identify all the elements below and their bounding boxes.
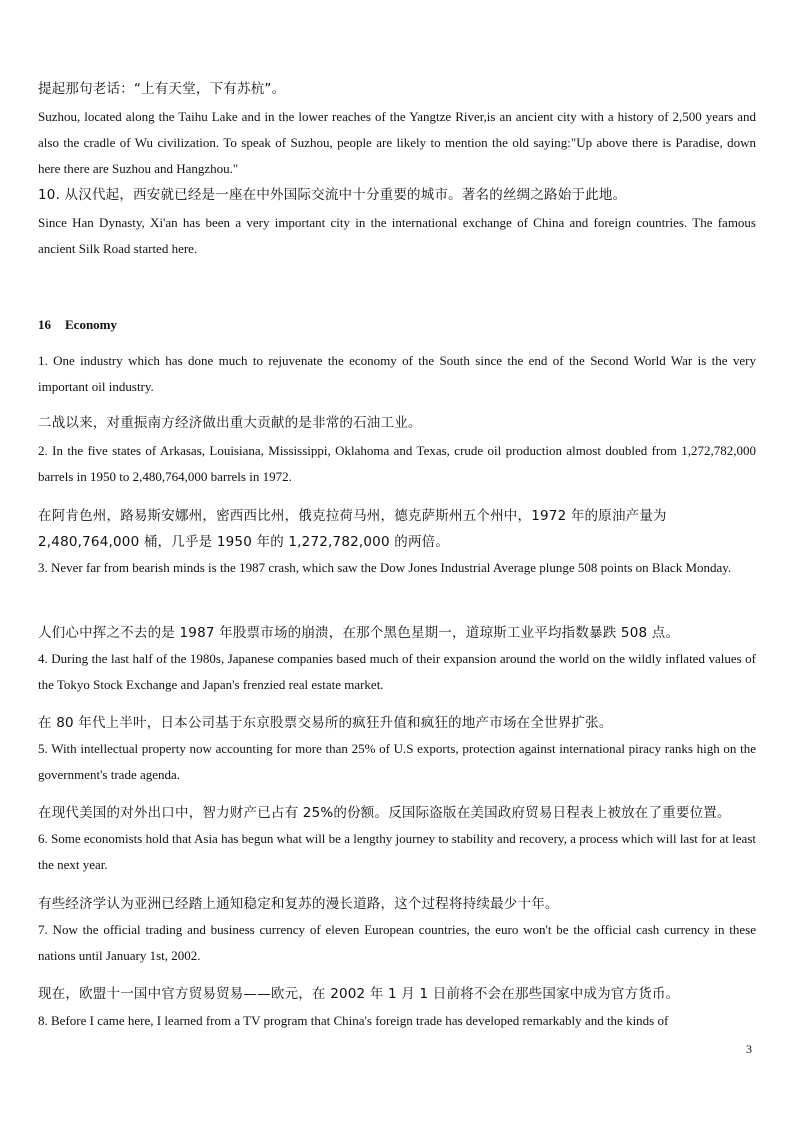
suzhou-paragraph-english: Suzhou, located along the Taihu Lake and in the lower reaches of the Yangtze River,is an ancient city with a history of 2,500 years and also the cradle of Wu civilization. To speak of Suzhou, people are likely to mention the old saying:"Up above there is Paradise, down here there are Suzhou and Hangzhou." <box>38 109 756 176</box>
item-7-english: 7. Now the official trading and business currency of eleven European countries, the euro won't be the official cash currency in these nations until January 1st, 2002. <box>38 922 756 963</box>
item-3-chinese: 人们心中挥之不去的是 1987 年股票市场的崩溃，在那个黑色星期一，道琼斯工业平均指数暴跌 508 点。 <box>38 625 680 641</box>
item-5-english: 5. With intellectual property now accounting for more than 25% of U.S exports, protection against international piracy ranks high on the government's trade agenda. <box>38 741 756 782</box>
item-5-chinese: 在现代美国的对外出口中，智力财产已占有 25%的份额。反国际盗版在美国政府贸易日程表上被放在了重要位置。 <box>38 805 731 821</box>
item-2-chinese: 在阿肯色州，路易斯安娜州，密西西比州，俄克拉荷马州，德克萨斯州五个州中，1972 年的原油产量为 2,480,764,000 桶，几乎是 1950 年的 1,272,782,000 的两倍。 <box>38 508 667 550</box>
item-1-chinese: 二战以来，对重振南方经济做出重大贡献的是非常的石油工业。 <box>38 415 422 431</box>
item-6-chinese: 有些经济学认为亚洲已经踏上通知稳定和复苏的漫长道路，这个过程将持续最少十年。 <box>38 896 559 912</box>
item-3-english: 3. Never far from bearish minds is the 1987 crash, which saw the Dow Jones Industrial Average plunge 508 points on Black Monday. <box>38 560 732 575</box>
section-title: Economy <box>65 317 117 332</box>
item-4-chinese: 在 80 年代上半叶，日本公司基于东京股票交易所的疯狂升值和疯狂的地产市场在全世界扩张。 <box>38 715 613 731</box>
page-number: 3 <box>746 1042 752 1056</box>
item-10-english: Since Han Dynasty, Xi'an has been a very important city in the international exchange of China and foreign countries. The famous ancient Silk Road started here. <box>38 215 756 256</box>
item-2-english: 2. In the five states of Arkasas, Louisiana, Mississippi, Oklahoma and Texas, crude oil production almost doubled from 1,272,782,000 barrels in 1950 to 2,480,764,000 barrels in 1972. <box>38 443 756 484</box>
item-4-english: 4. During the last half of the 1980s, Japanese companies based much of their expansion around the world on the wildly inflated values of the Tokyo Stock Exchange and Japan's frenzied real estate market. <box>38 651 756 692</box>
section-heading <box>38 315 756 335</box>
item-8-english: 8. Before I came here, I learned from a TV program that China's foreign trade has developed remarkably and the kinds of <box>38 1013 669 1028</box>
section-number: 16 <box>38 317 51 332</box>
item-10-chinese: 10. 从汉代起，西安就已经是一座在中外国际交流中十分重要的城市。著名的丝绸之路始于此地。 <box>38 187 627 203</box>
item-1-english: 1. One industry which has done much to rejuvenate the economy of the South since the end of the Second World War is the very important oil industry. <box>38 353 756 394</box>
quote-line-chinese: 提起那句老话：“上有天堂，下有苏杭”。 <box>38 81 286 97</box>
item-6-english: 6. Some economists hold that Asia has begun what will be a lengthy journey to stability and recovery, a process which will last for at least the next year. <box>38 831 756 872</box>
item-7-chinese: 现在，欧盟十一国中官方贸易贸易——欧元，在 2002 年 1 月 1 日前将不会在那些国家中成为官方货币。 <box>38 986 680 1002</box>
